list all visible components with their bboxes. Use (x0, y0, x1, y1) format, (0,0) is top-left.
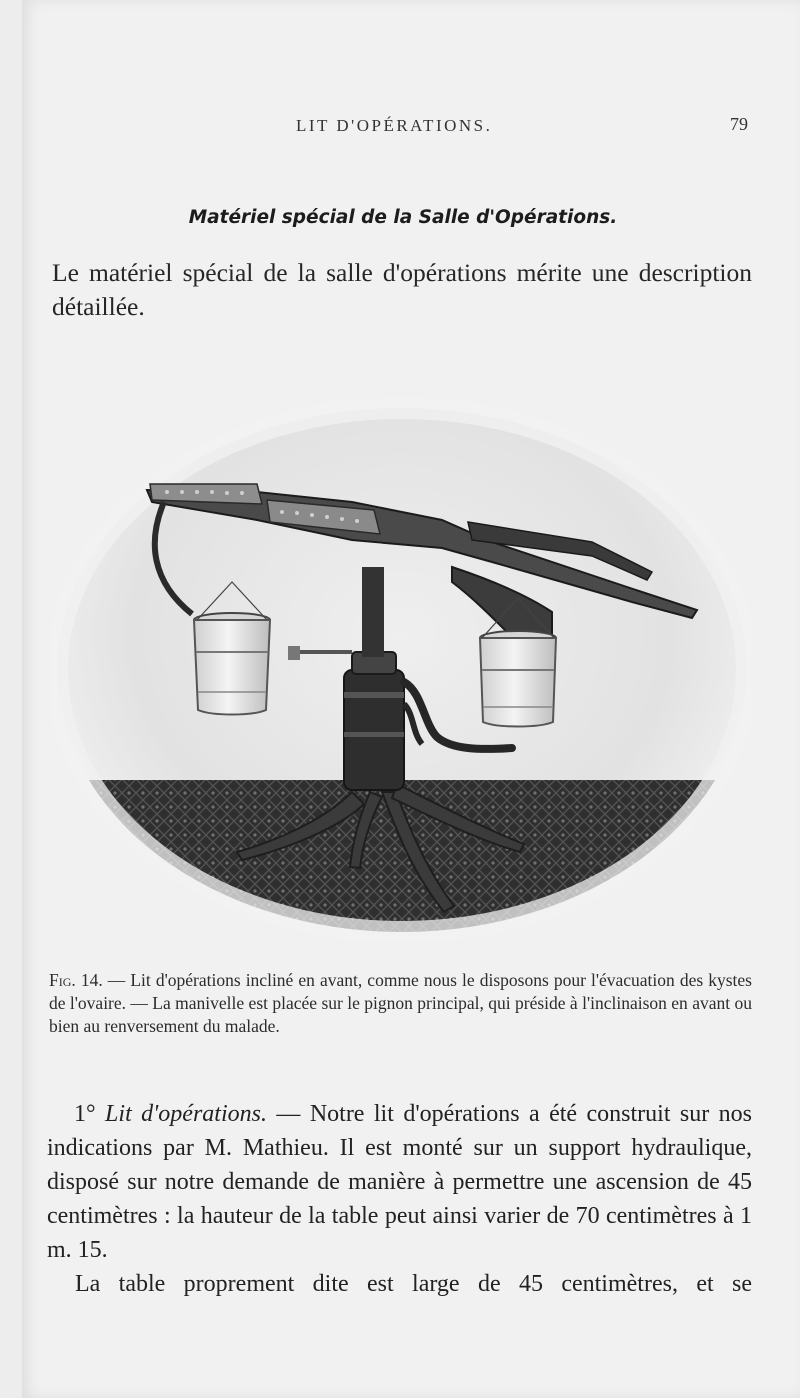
figure-label: Fig. 14. (49, 970, 103, 990)
intro-paragraph: Le matériel spécial de la salle d'opérations mérite une description détaillée. (52, 258, 752, 321)
body-paragraph-2: La table proprement dite est large de 45 centimètres, et se (75, 1271, 752, 1297)
page-number: 79 (730, 114, 748, 134)
paragraph-title: Lit d'opérations. (105, 1101, 267, 1127)
running-title: LIT D'OPÉRATIONS. (296, 116, 493, 135)
body-paragraph-1 (47, 1097, 752, 1267)
section-heading: Matériel spécial de la Salle d'Opérations. (188, 207, 618, 228)
paragraph-number: 1° (74, 1101, 96, 1127)
figure-caption-text: — Lit d'opérations incliné en avant, comme nous le disposons pour l'évacuation des kystes de l'ovaire. — La manivelle est placée sur le pignon principal, qui préside à l'inclinaison en avant ou bien au renversement du malade. (49, 970, 752, 1036)
operating-table-photograph (52, 352, 752, 940)
paragraph-text: — Notre lit d'opérations a été construit sur nos indications par M. Mathieu. Il est monté sur un support hydraulique, disposé sur notre demande de manière à permettre une ascension de 45 centimètres : la hauteur de la table peut ainsi varier de 70 centimètres à 1 m. 15. (47, 1101, 753, 1263)
figure-caption (49, 969, 752, 1038)
